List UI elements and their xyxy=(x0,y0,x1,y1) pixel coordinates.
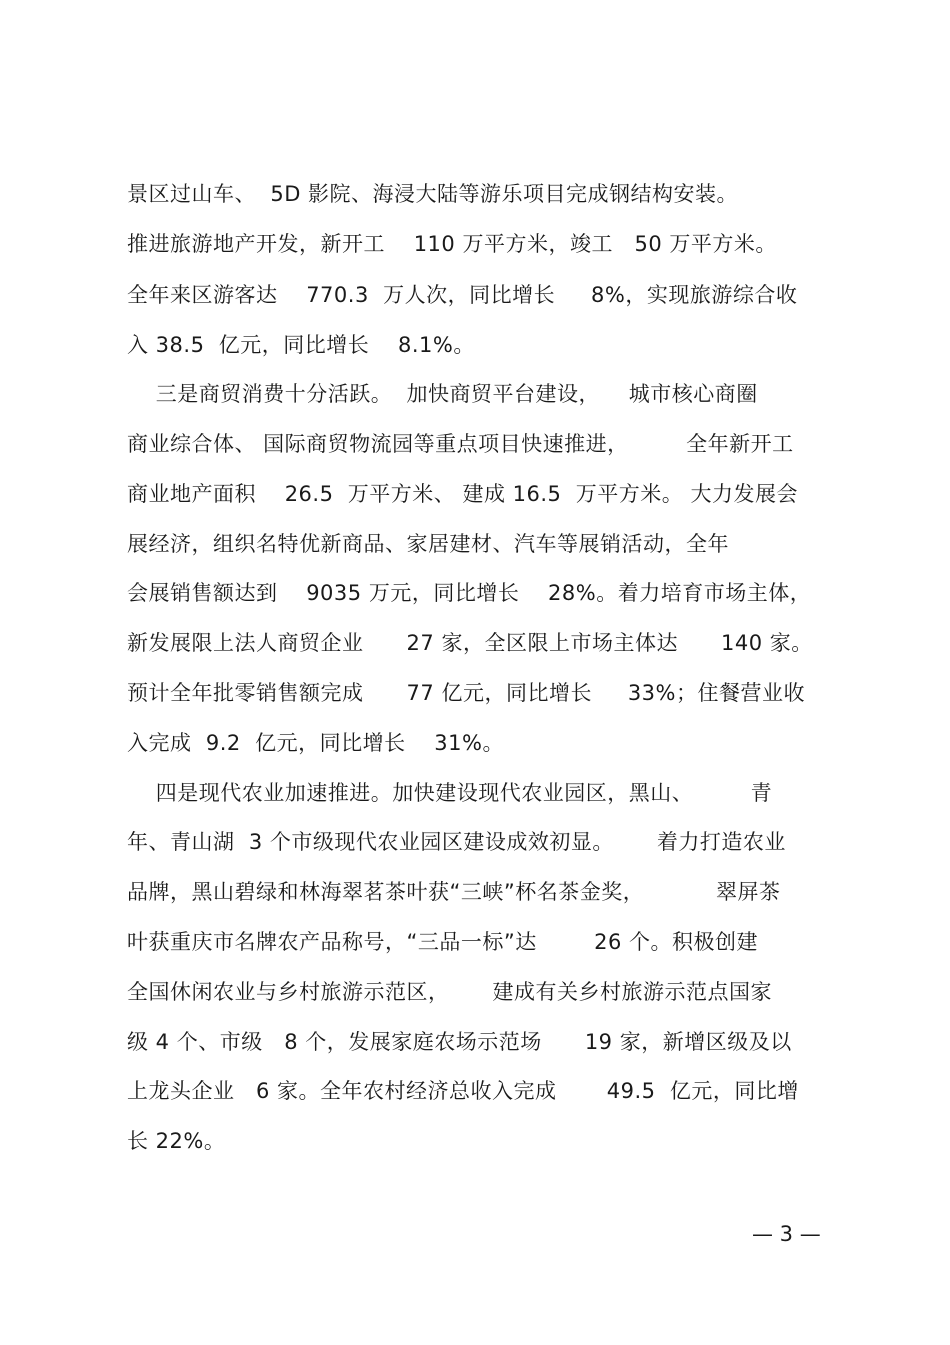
text-line: 全年来区游客达 770.3 万人次，同比增长 8%，实现旅游综合收 xyxy=(127,283,798,307)
text-line: 四是现代农业加速推进。加快建设现代农业园区，黑山、 青 xyxy=(127,781,773,805)
text-line: 商业地产面积 26.5 万平方米、 建成 16.5 万平方米。 大力发展会 xyxy=(127,482,798,506)
text-line: 三是商贸消费十分活跃。 加快商贸平台建设， 城市核心商圈 xyxy=(127,382,758,406)
text-line: 入 38.5 亿元，同比增长 8.1%。 xyxy=(127,333,475,357)
text-line: 全国休闲农业与乡村旅游示范区， 建成有关乡村旅游示范点国家 xyxy=(127,980,773,1004)
text-line: 景区过山车、 5D 影院、海浸大陆等游乐项目完成钢结构安装。 xyxy=(127,182,739,206)
text-line: 叶获重庆市名牌农产品称号，“三品一标”达 26 个。积极创建 xyxy=(127,930,759,954)
text-line: 会展销售额达到 9035 万元，同比增长 28%。着力培育市场主体， xyxy=(127,581,812,605)
text-line: 长 22%。 xyxy=(127,1129,226,1153)
text-line: 商业综合体、 国际商贸物流园等重点项目快速推进， 全年新开工 xyxy=(127,432,794,456)
text-line: 预计全年批零销售额完成 77 亿元，同比增长 33%；住餐营业收 xyxy=(127,681,805,705)
text-line: 展经济，组织名特优新商品、家居建材、汽车等展销活动，全年 xyxy=(127,532,729,556)
page-number: — 3 — xyxy=(752,1222,821,1246)
text-line: 年、青山湖 3 个市级现代农业园区建设成效初显。 着力打造农业 xyxy=(127,830,786,854)
text-line: 入完成 9.2 亿元，同比增长 31%。 xyxy=(127,731,504,755)
text-line: 上龙头企业 6 家。全年农村经济总收入完成 49.5 亿元，同比增 xyxy=(127,1079,799,1103)
text-line: 新发展限上法人商贸企业 27 家，全区限上市场主体达 140 家。 xyxy=(127,631,813,655)
text-line: 级 4 个、市级 8 个，发展家庭农场示范场 19 家，新增区级及以 xyxy=(127,1030,792,1054)
text-line: 品牌，黑山碧绿和林海翠茗茶叶获“三峡”杯名茶金奖， 翠屏茶 xyxy=(127,880,781,904)
text-line: 推进旅游地产开发，新开工 110 万平方米，竣工 50 万平方米。 xyxy=(127,232,777,256)
